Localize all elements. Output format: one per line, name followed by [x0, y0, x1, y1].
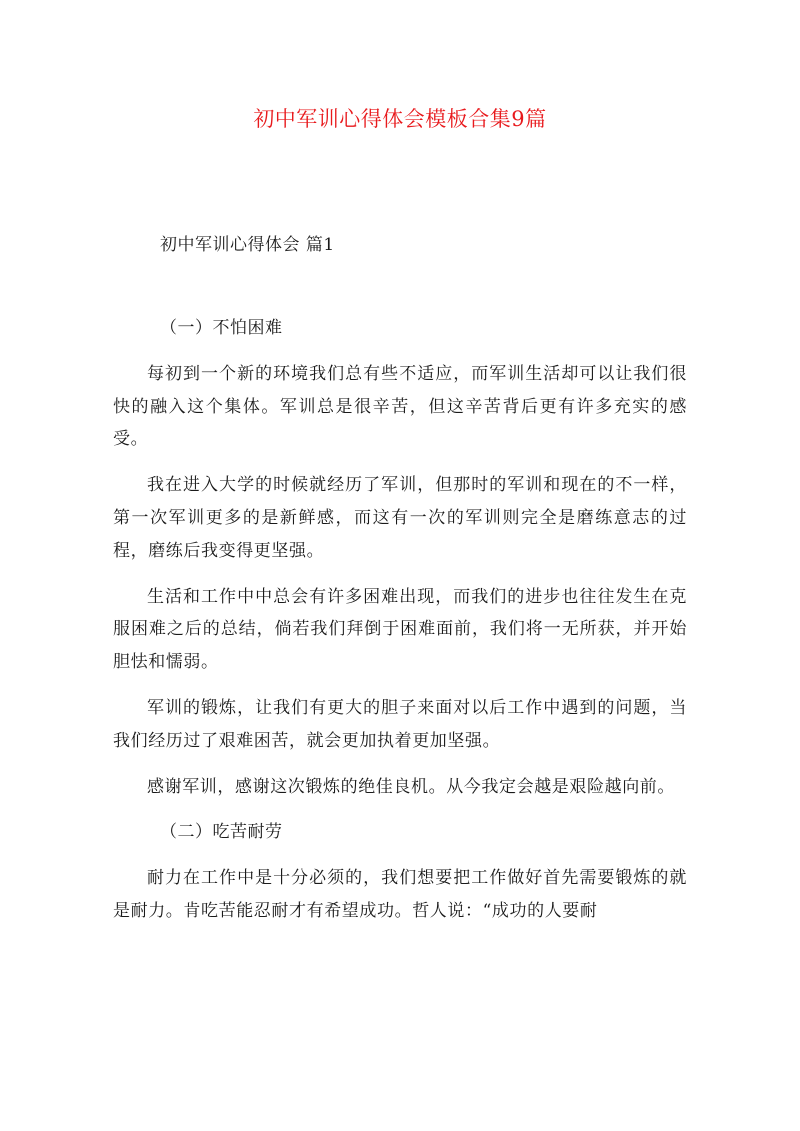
- paragraph: 耐力在工作中是十分必须的，我们想要把工作做好首先需要锻炼的就是耐力。肯吃苦能忍耐才有希望成功。哲人说：“成功的人要耐: [113, 868, 687, 921]
- paragraph: 军训的锻炼，让我们有更大的胆子来面对以后工作中遇到的问题，当我们经历过了艰难困苦，就会更加执着更加坚强。: [113, 697, 687, 751]
- document-title: 初中军训心得体会模板合集9篇: [253, 107, 547, 131]
- section-heading-1: （一）不怕困难: [160, 318, 283, 338]
- paragraph: 感谢军训，感谢这次锻炼的绝佳良机。从今我定会越是艰险越向前。: [147, 776, 675, 797]
- paragraph: 我在进入大学的时候就经历了军训，但那时的军训和现在的不一样，第一次军训更多的是新鲜感，而这有一次的军训则完全是磨练意志的过程，磨练后我变得更坚强。: [113, 475, 687, 561]
- paragraph: 每初到一个新的环境我们总有些不适应，而军训生活却可以让我们很快的融入这个集体。军训总是很辛苦，但这辛苦背后更有许多充实的感受。: [113, 363, 687, 450]
- article-heading: 初中军训心得体会 篇1: [160, 235, 335, 255]
- document-body: [113, 312, 687, 941]
- paragraph: 生活和工作中中总会有许多困难出现，而我们的进步也往往发生在克服困难之后的总结，倘若我们拜倒于困难面前，我们将一无所获，并开始胆怯和懦弱。: [113, 586, 687, 673]
- section-heading-2: （二）吃苦耐劳: [160, 822, 283, 843]
